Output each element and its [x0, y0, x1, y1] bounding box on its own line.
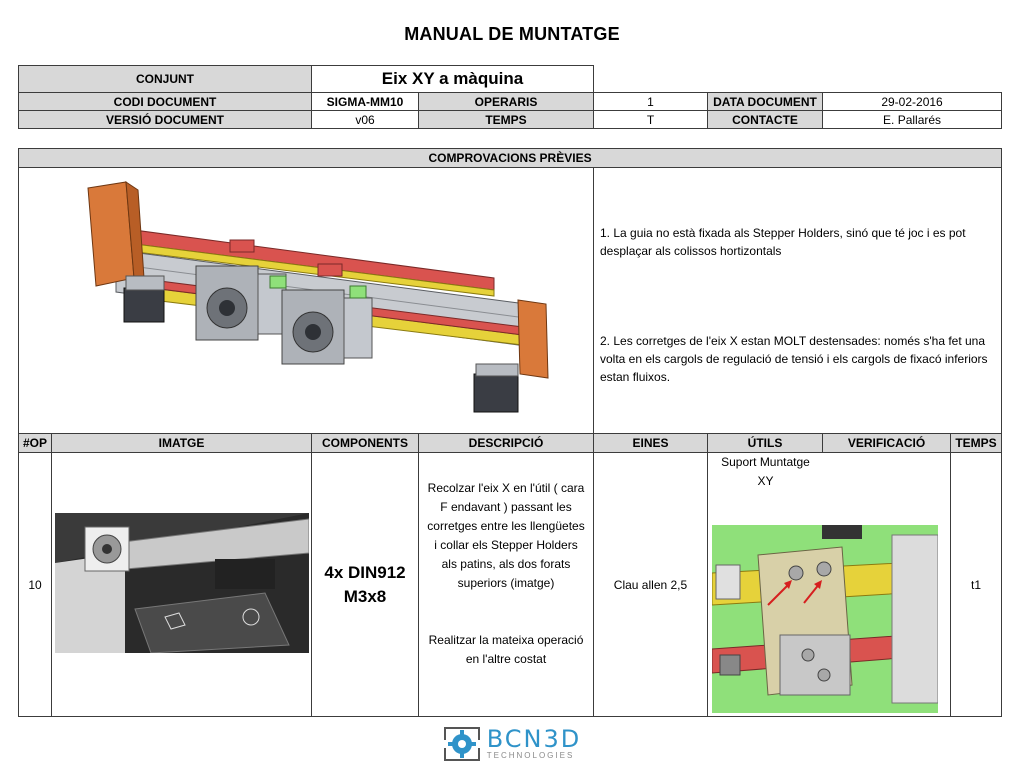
operations-table: [18, 148, 1002, 717]
empty-cell: [594, 66, 1002, 93]
description-step-1: Recolzar l'eix X en l'útil ( cara F endavant ) passant les corretges entre les llengüetes i collar els Stepper Holders als patins, als dos forats superiors (imatge): [427, 481, 585, 590]
footer-logo: [0, 719, 1024, 769]
table-row: [19, 453, 1002, 717]
xy-axis-render-image: [26, 168, 586, 430]
operaris-value: 1: [594, 93, 708, 111]
logo-subtext: TECHNOLOGIES: [486, 751, 575, 760]
col-op: #OP: [19, 434, 52, 453]
contacte-value: E. Pallarés: [823, 111, 1002, 129]
op-components: [312, 453, 419, 717]
col-utils: ÚTILS: [708, 434, 823, 453]
col-components: COMPONENTS: [312, 434, 419, 453]
logo-text: BCN3D: [486, 725, 582, 753]
utils-label: [708, 453, 823, 491]
checks-notes: [594, 168, 1002, 434]
temps-label: TEMPS: [419, 111, 594, 129]
check-note-2: 2. Les corretges de l'eix X estan MOLT destensades: només s'ha fet una volta en els cargols de regulació de tensió i els cargols de fixacó inferiors estan fluixos.: [600, 334, 988, 384]
support-render-image: [712, 525, 938, 713]
op-time: t1: [951, 453, 1002, 717]
assembly-image-cell: [19, 168, 594, 434]
gear-icon: [443, 726, 481, 762]
printer-photo-image: [55, 513, 309, 653]
operaris-label: OPERARIS: [419, 93, 594, 111]
col-image: IMATGE: [52, 434, 312, 453]
op-utils-cell: [708, 453, 951, 717]
versio-label: VERSIÓ DOCUMENT: [19, 111, 312, 129]
components-line-2: M3x8: [343, 586, 387, 606]
header-table: [18, 65, 1002, 129]
conjunt-value: Eix XY a màquina: [312, 66, 594, 93]
utils-line-2: XY: [757, 474, 774, 488]
check-note-1: 1. La guia no està fixada als Stepper Holders, sinó que té joc i es pot desplaçar als colissos hortizontals: [600, 226, 966, 258]
utils-line-1: Suport Muntatge: [721, 455, 810, 469]
col-description: DESCRIPCIÓ: [419, 434, 594, 453]
data-label: DATA DOCUMENT: [708, 93, 823, 111]
document-title: MANUAL DE MUNTATGE: [404, 24, 620, 44]
description-step-2: Realitzar la mateixa operació en l'altre costat: [428, 633, 584, 666]
codi-value: SIGMA-MM10: [312, 93, 419, 111]
checks-heading: COMPROVACIONS PRÈVIES: [19, 149, 1002, 168]
versio-value: v06: [312, 111, 419, 129]
temps-value: T: [594, 111, 708, 129]
conjunt-label: CONJUNT: [19, 66, 312, 93]
col-verification: VERIFICACIÓ: [823, 434, 951, 453]
op-number: 10: [19, 453, 52, 717]
contacte-label: CONTACTE: [708, 111, 823, 129]
op-description: [419, 453, 594, 717]
data-value: 29-02-2016: [823, 93, 1002, 111]
logo-wordmark: [487, 727, 582, 761]
codi-label: CODI DOCUMENT: [19, 93, 312, 111]
components-line-1: 4x DIN912: [324, 562, 406, 582]
op-tools: Clau allen 2,5: [594, 453, 708, 717]
col-tools: EINES: [594, 434, 708, 453]
col-time: TEMPS: [951, 434, 1002, 453]
op-image-cell: [52, 453, 312, 717]
